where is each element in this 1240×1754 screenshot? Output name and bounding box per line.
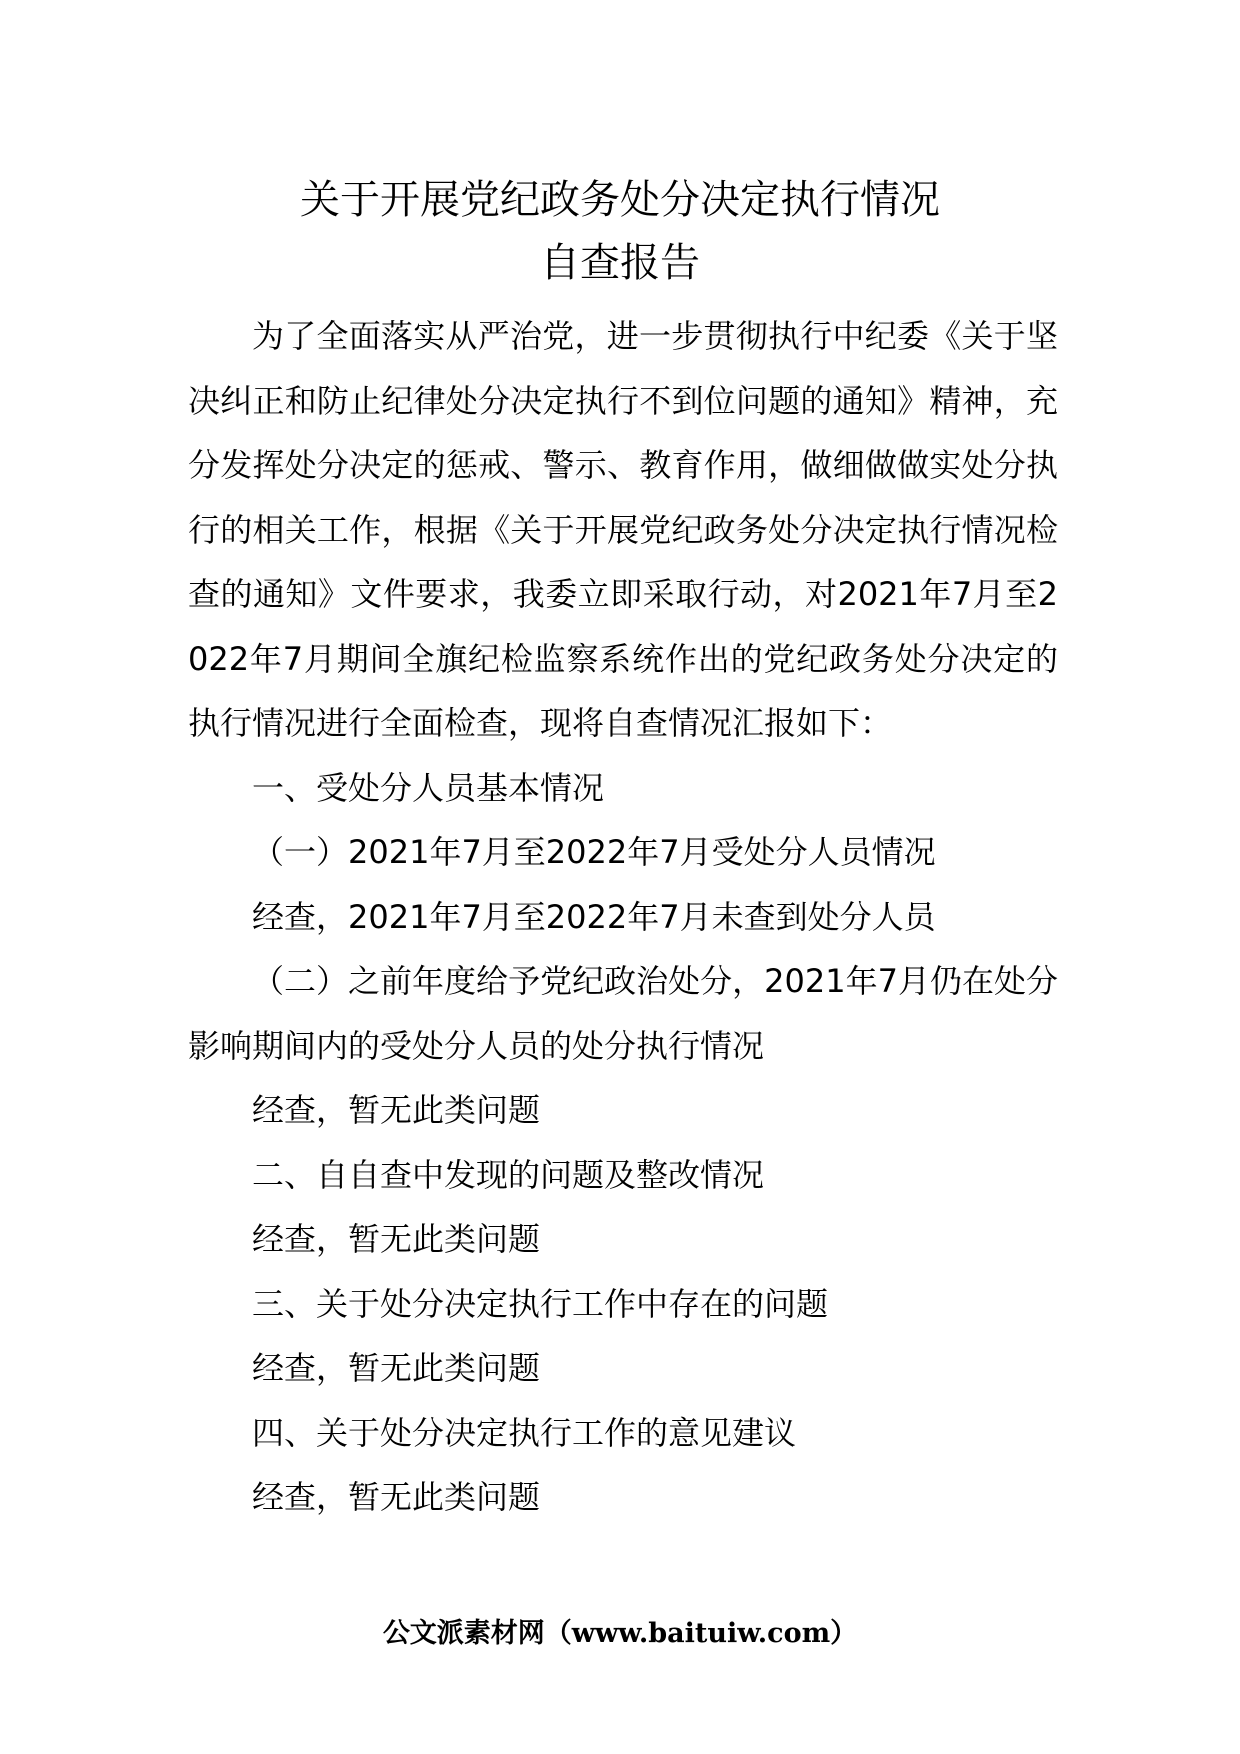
section-heading-4: 四、关于处分决定执行工作的意见建议 — [252, 1413, 797, 1452]
finding-paragraph: 经查，暂无此类问题 — [252, 1220, 541, 1258]
subsection-heading-1-2: （二）之前年度给予党纪政治处分，2021年7月仍在处分影响期间内的受处分人员的处分执行情况 — [188, 962, 1058, 1065]
document-title-line-1: 关于开展党纪政务处分决定执行情况 — [300, 177, 940, 223]
subsection-heading-1-1: （一）2021年7月至2022年7月受处分人员情况 — [252, 833, 936, 871]
section-heading-1: 一、受处分人员基本情况 — [252, 768, 605, 807]
section-heading-3: 三、关于处分决定执行工作中存在的问题 — [252, 1284, 829, 1323]
section-heading-2: 二、自自查中发现的问题及整改情况 — [252, 1155, 765, 1194]
finding-paragraph: 经查，2021年7月至2022年7月未查到处分人员 — [252, 897, 936, 936]
finding-paragraph: 经查，暂无此类问题 — [252, 1091, 541, 1129]
footer-watermark-text: 公文派素材网（www.baituiw.com） — [382, 1618, 858, 1649]
document-body — [188, 304, 1058, 1530]
intro-paragraph: 为了全面落实从严治党，进一步贯彻执行中纪委《关于坚决纠正和防止纪律处分决定执行不到位问题的通知》精神，充分发挥处分决定的惩戒、警示、教育作用，做细做做实处分执行的相关工作，根据《关于开展党纪政务处分决定执行情况检查的通知》文件要求，我委立即采取行动，对2021年7月至2022年7月期间全旗纪检监察系统作出的党纪政务处分决定的执行情况进行全面检查，现将自查情况汇报如下： — [188, 317, 1058, 742]
finding-paragraph: 经查，暂无此类问题 — [252, 1478, 541, 1516]
document-title-line-2: 自查报告 — [540, 240, 700, 286]
finding-paragraph: 经查，暂无此类问题 — [252, 1349, 541, 1387]
